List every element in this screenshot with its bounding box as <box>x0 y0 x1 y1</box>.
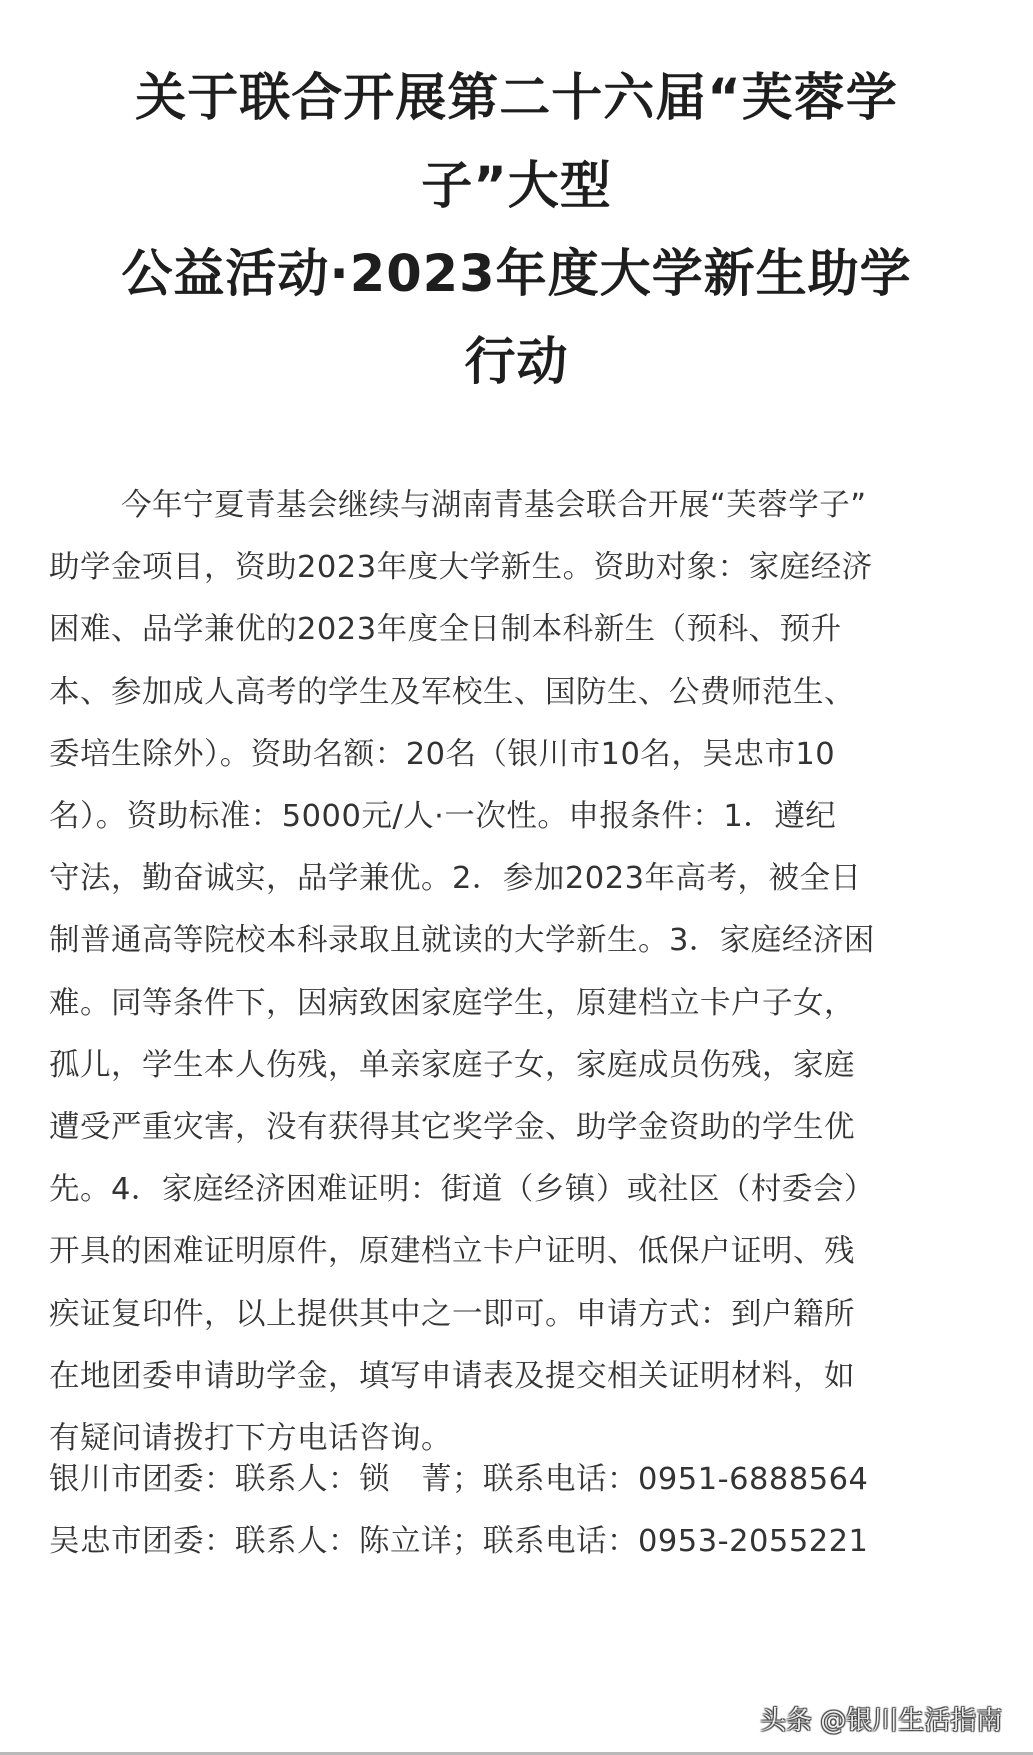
contact-row-wuzhong <box>49 1511 1029 1573</box>
contact-person: 锁 菁； <box>359 1462 483 1497</box>
contact-org: 银川市团委： <box>49 1462 235 1497</box>
body-line: 先。4．家庭经济困难证明：街道（乡镇）或社区（村委会） <box>49 1172 875 1208</box>
body-line: 今年宁夏青基会继续与湖南青基会联合开展“芙蓉学子” <box>121 488 867 523</box>
title-line: 公益活动·2023年度大学新生助学 <box>121 245 912 304</box>
body-line: 开具的困难证明原件，原建档立卡户证明、低保户证明、残 <box>49 1234 855 1270</box>
contact-row-yinchuan <box>49 1449 1029 1511</box>
body-line: 孤儿，学生本人伤残，单亲家庭子女，家庭成员伤残，家庭 <box>49 1047 855 1083</box>
contact-phone: 0951-6888564 <box>638 1462 869 1497</box>
body-line: 助学金项目，资助2023年度大学新生。资助对象：家庭经济 <box>49 550 873 586</box>
title-line: 关于联合开展第二十六届“芙蓉学 <box>135 69 898 128</box>
contact-list <box>49 1449 1029 1573</box>
body-line: 制普通高等院校本科录取且就读的大学新生。3．家庭经济困 <box>49 923 875 959</box>
document-body <box>49 475 1019 1470</box>
contact-person: 陈立详； <box>359 1524 483 1559</box>
body-line: 在地团委申请助学金，填写申请表及提交相关证明材料，如 <box>49 1358 855 1394</box>
body-line: 委培生除外）。资助名额：20名（银川市10名，吴忠市10 <box>49 736 836 772</box>
body-line: 本、参加成人高考的学生及军校生、国防生、公费师范生、 <box>49 674 855 710</box>
body-line: 难。同等条件下，因病致困家庭学生，原建档立卡户子女， <box>49 985 855 1021</box>
body-line: 守法，勤奋诚实，品学兼优。2．参加2023年高考，被全日 <box>49 861 862 897</box>
contact-org: 吴忠市团委： <box>49 1524 235 1559</box>
document-title <box>0 55 1033 407</box>
body-line: 有疑问请拨打下方电话咨询。 <box>49 1421 452 1457</box>
contact-phone-label: 联系电话： <box>483 1524 638 1559</box>
contact-phone-label: 联系电话： <box>483 1462 638 1497</box>
contact-person-label: 联系人： <box>235 1462 359 1497</box>
body-line: 遭受严重灾害，没有获得其它奖学金、助学金资助的学生优 <box>49 1110 855 1146</box>
watermark: 头条 @银川生活指南 <box>760 1706 1003 1736</box>
body-line: 疾证复印件，以上提供其中之一即可。申请方式：到户籍所 <box>49 1296 855 1332</box>
body-line: 名）。资助标准：5000元/人·一次性。申报条件：1．遵纪 <box>49 799 837 835</box>
title-line: 行动 <box>464 333 569 392</box>
contact-person-label: 联系人： <box>235 1524 359 1559</box>
body-line: 困难、品学兼优的2023年度全日制本科新生（预科、预升 <box>49 612 842 648</box>
contact-phone: 0953-2055221 <box>638 1524 869 1559</box>
title-line: 子”大型 <box>421 157 612 216</box>
